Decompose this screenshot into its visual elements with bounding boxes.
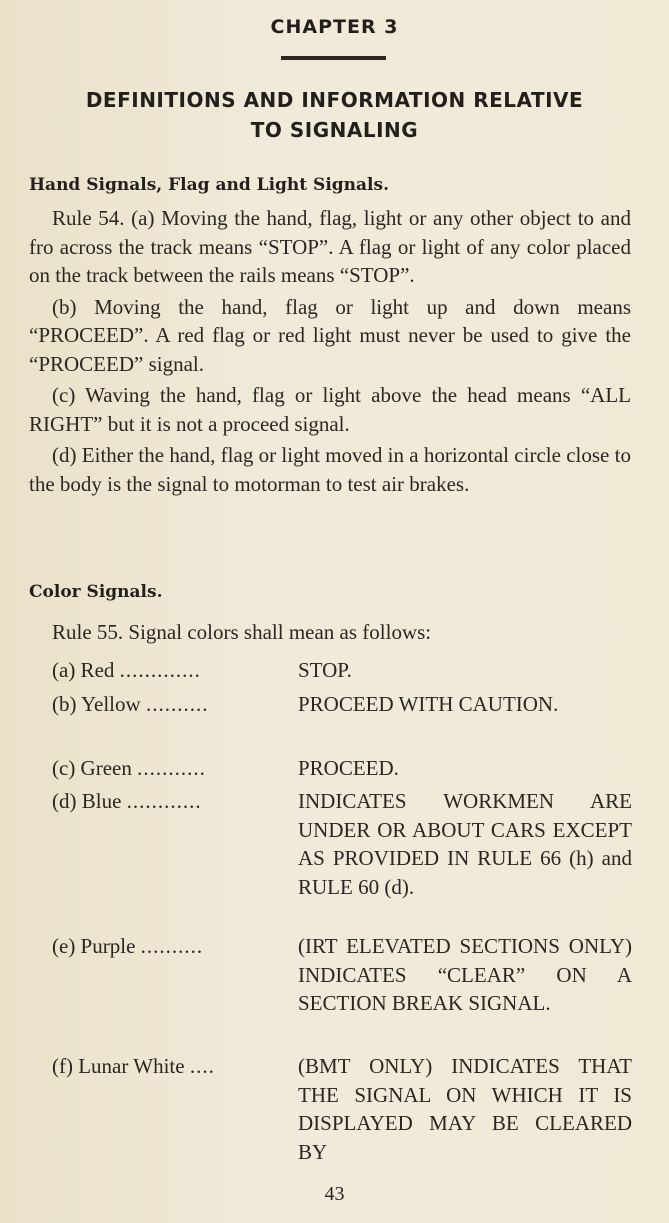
rule-54-c: (c) Waving the hand, flag or light above the head means “ALL RIGHT” but it is not a proceed signal.	[29, 383, 631, 436]
page-number: 43	[324, 1183, 345, 1205]
color-item-meaning: (BMT ONLY) INDICATES THAT THE SIGNAL ON WHICH IT IS DISPLAYED MAY BE CLEARED BY	[298, 1054, 632, 1164]
chapter-divider	[281, 56, 386, 60]
color-item-meaning: STOP.	[298, 658, 352, 682]
color-item-meaning: PROCEED WITH CAUTION.	[298, 692, 559, 716]
color-item-label: (f) Lunar White ....	[52, 1054, 215, 1078]
rule-54-a: Rule 54. (a) Moving the hand, flag, light or any other object to and fro across the track means “STOP”. A flag or light of any color placed on the track between the rails means “STOP”.	[29, 206, 631, 287]
color-item-meaning: INDICATES WORKMEN ARE UNDER OR ABOUT CARS EXCEPT AS PROVIDED IN RULE 66 (h) and RULE 60 (d).	[298, 789, 632, 899]
title-line-2: TO SIGNALING	[250, 118, 419, 142]
hand-signals-heading: Hand Signals, Flag and Light Signals.	[29, 175, 390, 195]
color-item-label: (b) Yellow ..........	[52, 692, 209, 716]
rule-54-d: (d) Either the hand, flag or light moved in a horizontal circle close to the body is the signal to motorman to test air brakes.	[29, 443, 631, 496]
color-item-label: (e) Purple ..........	[52, 934, 204, 958]
color-item-label: (d) Blue ............	[52, 789, 202, 813]
title-line-1: DEFINITIONS AND INFORMATION RELATIVE	[85, 88, 584, 112]
color-item-label: (a) Red .............	[52, 658, 201, 682]
rule-55-intro: Rule 55. Signal colors shall mean as follows:	[52, 620, 432, 644]
chapter-label: CHAPTER 3	[270, 16, 399, 38]
hand-signals-body	[29, 204, 631, 498]
color-signals-heading: Color Signals.	[29, 582, 163, 602]
color-item-label: (c) Green ...........	[52, 756, 206, 780]
color-item-meaning: (IRT ELEVATED SECTIONS ONLY) INDICATES “CLEAR” ON A SECTION BREAK SIGNAL.	[298, 934, 632, 1015]
color-item-meaning: PROCEED.	[298, 756, 399, 780]
page-title	[0, 85, 669, 145]
rule-54-b: (b) Moving the hand, flag or light up and down means “PROCEED”. A red flag or red light must never be used to give the “PROCEED” signal.	[29, 294, 631, 376]
